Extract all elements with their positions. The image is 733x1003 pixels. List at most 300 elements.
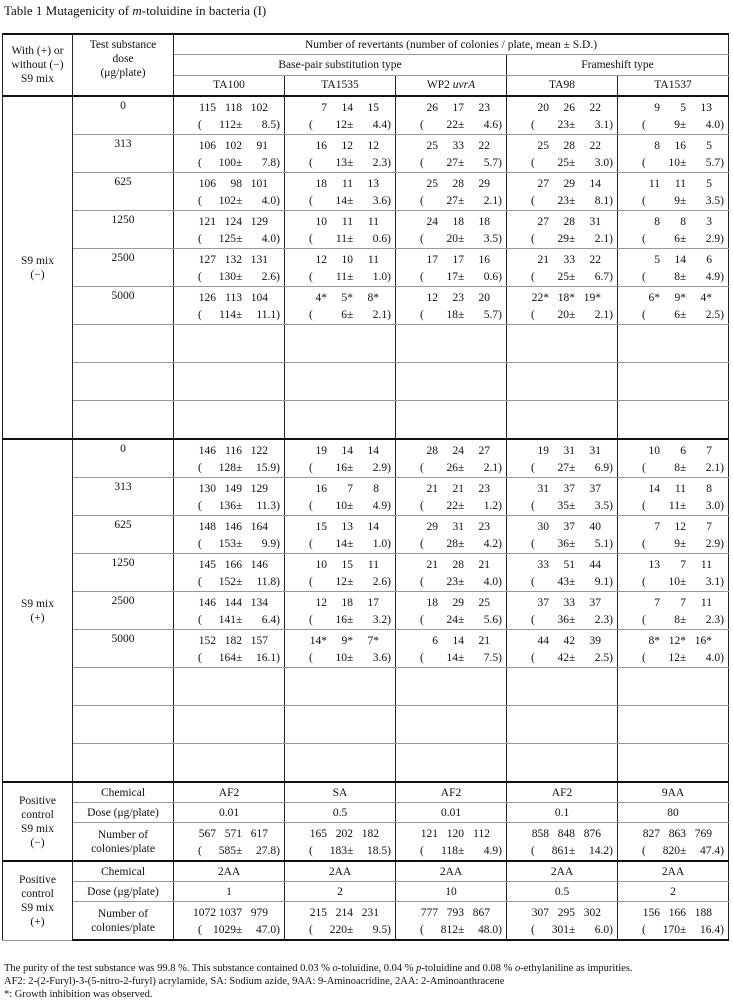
- revertant-cell: [396, 249, 507, 287]
- open-paren: (: [309, 499, 313, 512]
- plate-count: 9*: [341, 634, 353, 647]
- plate-count: 127: [198, 253, 216, 266]
- colony-counts: [507, 98, 617, 134]
- plate-count: 11: [700, 596, 712, 609]
- open-paren: (: [309, 232, 313, 245]
- mean-sd: [507, 270, 617, 284]
- colony-counts: [285, 174, 395, 210]
- sd-value: 5.6): [483, 613, 502, 626]
- sd-value: 2.6): [372, 575, 391, 588]
- plate-count: 7: [321, 101, 327, 114]
- plate-count: 44: [537, 634, 549, 647]
- plate-counts: [507, 444, 617, 458]
- open-paren: (: [420, 499, 424, 512]
- plate-count: 33: [563, 253, 575, 266]
- mean-value: 43: [557, 575, 569, 588]
- sd-value: 4.2): [483, 537, 502, 550]
- mean-value: 11: [335, 232, 347, 245]
- positive-chemical-row: [3, 782, 729, 803]
- plate-count: 18: [341, 596, 353, 609]
- sd-value: 5.7): [483, 156, 502, 169]
- plate-count: 14: [367, 444, 379, 457]
- plate-count: 134: [250, 596, 268, 609]
- mean-sd: [507, 499, 617, 513]
- revertant-cell: [507, 478, 618, 516]
- open-paren: (: [642, 194, 646, 207]
- colony-counts: [285, 593, 395, 629]
- blank-row: [3, 744, 729, 783]
- sd-value: 2.1): [372, 308, 391, 321]
- colony-counts: [174, 174, 284, 210]
- label-line: (+): [30, 915, 45, 928]
- plate-counts: [285, 215, 395, 229]
- blank-cell: [73, 401, 174, 440]
- plate-count: 231: [361, 906, 379, 919]
- revertant-cell: [396, 516, 507, 554]
- plate-count: 9: [654, 101, 660, 114]
- blank-row: [3, 325, 729, 363]
- plus-minus: ±: [680, 537, 687, 550]
- plate-counts: [618, 520, 728, 534]
- colony-counts: [396, 441, 506, 477]
- plate-count: 26: [563, 101, 575, 114]
- plate-count: 24: [426, 215, 438, 228]
- plate-count: 130: [198, 482, 216, 495]
- colony-counts: [396, 479, 506, 515]
- plate-counts: [507, 906, 617, 920]
- colony-counts: [618, 903, 728, 939]
- colony-counts: [174, 479, 284, 515]
- colony-counts: [174, 136, 284, 172]
- plate-count: 295: [557, 906, 575, 919]
- sd-value: 4.0): [261, 194, 280, 207]
- mean-sd: [396, 156, 506, 170]
- plate-count: 25: [478, 596, 490, 609]
- plate-count: 37: [589, 482, 601, 495]
- plate-count: 40: [589, 520, 601, 533]
- positive-dose-row: [3, 882, 729, 902]
- plate-count: 115: [199, 101, 216, 114]
- mean-sd: [174, 308, 284, 322]
- plate-counts: [396, 291, 506, 305]
- plate-count: 827: [642, 827, 660, 840]
- blank-cell: [174, 401, 285, 440]
- plus-minus: ±: [347, 651, 354, 664]
- dose-row: [3, 135, 729, 173]
- plus-minus: ±: [680, 923, 687, 936]
- mean-value: 8: [674, 270, 680, 283]
- positive-count-row: [3, 823, 729, 862]
- plate-counts: [507, 520, 617, 534]
- plate-count: 6: [706, 253, 712, 266]
- plate-count: 37: [537, 596, 549, 609]
- plate-count: 31: [563, 444, 575, 457]
- plate-count: 10: [315, 558, 327, 571]
- revertant-cell: [507, 516, 618, 554]
- sd-value: 8.1): [594, 194, 613, 207]
- plate-count: 33: [537, 558, 549, 571]
- open-paren: (: [309, 461, 313, 474]
- positive-dose: 1: [174, 882, 285, 902]
- open-paren: (: [198, 499, 202, 512]
- plus-minus: ±: [236, 613, 243, 626]
- open-paren: (: [531, 613, 535, 626]
- revertant-cell: [174, 592, 285, 630]
- plate-counts: [507, 596, 617, 610]
- colony-counts: [618, 250, 728, 286]
- open-paren: (: [642, 499, 646, 512]
- blank-cell: [396, 706, 507, 744]
- mean-value: 170: [662, 923, 680, 936]
- mean-sd: [618, 537, 728, 551]
- open-paren: (: [198, 923, 202, 936]
- colony-counts: [618, 441, 728, 477]
- positive-chemical: 2AA: [174, 861, 285, 882]
- sd-value: 2.3): [372, 156, 391, 169]
- sd-value: 16.1): [256, 651, 280, 664]
- open-paren: (: [420, 194, 424, 207]
- plate-counts: [507, 291, 617, 305]
- mean-value: 141: [218, 613, 236, 626]
- revertant-cell: [285, 439, 396, 478]
- mutagenicity-table: [2, 33, 729, 941]
- plus-minus: ±: [347, 499, 354, 512]
- positive-dose: 0.01: [396, 803, 507, 823]
- plate-counts: [507, 634, 617, 648]
- revertant-cell: [285, 96, 396, 135]
- plate-count: 21: [478, 634, 490, 647]
- plate-count: 28: [452, 558, 464, 571]
- open-paren: (: [420, 844, 424, 857]
- positive-dose: 0.5: [285, 803, 396, 823]
- revertant-cell: [174, 554, 285, 592]
- open-paren: (: [309, 651, 313, 664]
- strain-header: TA1537: [618, 75, 729, 96]
- plus-minus: ±: [458, 232, 465, 245]
- plate-count: 8: [706, 482, 712, 495]
- plate-count: 7: [680, 558, 686, 571]
- revertant-cell: [396, 630, 507, 668]
- chemical-label: Chemical: [73, 861, 174, 882]
- revertant-cell: [285, 823, 396, 862]
- mean-sd: [618, 844, 728, 858]
- plate-counts: [396, 177, 506, 191]
- sd-value: 15.9): [256, 461, 280, 474]
- open-paren: (: [198, 270, 202, 283]
- dose-value: 313: [73, 135, 174, 173]
- revertant-cell: [174, 249, 285, 287]
- plate-count: 182: [361, 827, 379, 840]
- colony-counts: [507, 441, 617, 477]
- mean-value: 25: [557, 270, 569, 283]
- revertant-cell: [507, 135, 618, 173]
- sd-value: 18.5): [367, 844, 391, 857]
- open-paren: (: [420, 308, 424, 321]
- open-paren: (: [420, 461, 424, 474]
- plate-count: 37: [563, 482, 575, 495]
- plate-count: 8*: [367, 291, 379, 304]
- revertant-cell: [396, 96, 507, 135]
- colony-counts: [507, 593, 617, 629]
- plate-count: 20: [537, 101, 549, 114]
- positive-chemical: 2AA: [396, 861, 507, 882]
- revertant-cell: [396, 902, 507, 941]
- blank-cell: [73, 706, 174, 744]
- revertant-cell: [285, 173, 396, 211]
- mean-value: 16: [335, 461, 347, 474]
- sd-value: 6.7): [594, 270, 613, 283]
- revertant-cell: [174, 516, 285, 554]
- mean-sd: [285, 156, 395, 170]
- mean-sd: [396, 232, 506, 246]
- plate-count: 146: [198, 444, 216, 457]
- plate-count: 16*: [694, 634, 712, 647]
- plate-count: 126: [198, 291, 216, 304]
- plus-minus: ±: [569, 156, 576, 169]
- plate-counts: [618, 827, 728, 841]
- plus-minus: ±: [347, 613, 354, 626]
- plate-counts: [396, 906, 506, 920]
- revertant-cell: [396, 287, 507, 325]
- sd-value: 27.8): [256, 844, 280, 857]
- plate-count: 19: [315, 444, 327, 457]
- plate-count: 13: [341, 520, 353, 533]
- plate-count: 7: [654, 596, 660, 609]
- plate-count: 18*: [557, 291, 575, 304]
- mean-value: 29: [557, 232, 569, 245]
- plate-count: 37: [589, 596, 601, 609]
- colony-counts: [285, 479, 395, 515]
- blank-cell: [73, 325, 174, 363]
- open-paren: (: [420, 537, 424, 550]
- sd-value: 0.6): [372, 232, 391, 245]
- open-paren: (: [531, 118, 535, 131]
- colony-counts: [285, 517, 395, 553]
- dose-value: 2500: [73, 249, 174, 287]
- mean-value: 152: [218, 575, 236, 588]
- label-line: (−): [30, 836, 45, 849]
- plate-count: 21: [426, 558, 438, 571]
- open-paren: (: [309, 923, 313, 936]
- plate-counts: [507, 558, 617, 572]
- plus-minus: ±: [347, 270, 354, 283]
- strain-genotype: uvrA: [452, 79, 476, 92]
- open-paren: (: [198, 575, 202, 588]
- plate-count: 29: [452, 596, 464, 609]
- plate-count: 12: [315, 253, 327, 266]
- plus-minus: ±: [347, 537, 354, 550]
- plate-count: 17: [452, 101, 464, 114]
- open-paren: (: [531, 923, 535, 936]
- colony-counts: [507, 288, 617, 324]
- revertant-cell: [174, 439, 285, 478]
- dose-value: 1250: [73, 211, 174, 249]
- plus-minus: ±: [458, 194, 465, 207]
- plate-counts: [396, 827, 506, 841]
- plate-counts: [618, 253, 728, 267]
- mean-value: 27: [557, 461, 569, 474]
- plus-minus: ±: [236, 156, 243, 169]
- mean-sd: [507, 923, 617, 937]
- mean-sd: [174, 499, 284, 513]
- plate-counts: [174, 520, 284, 534]
- plate-count: 31: [589, 215, 601, 228]
- blank-cell: [507, 325, 618, 363]
- revertant-cell: [174, 211, 285, 249]
- open-paren: (: [198, 232, 202, 245]
- plate-count: 149: [224, 482, 242, 495]
- colony-counts: [396, 631, 506, 667]
- mean-sd: [396, 844, 506, 858]
- open-paren: (: [531, 499, 535, 512]
- plate-counts: [285, 482, 395, 496]
- revertant-cell: [285, 478, 396, 516]
- plate-count: 7: [706, 520, 712, 533]
- plate-count: 14: [452, 634, 464, 647]
- mean-value: 23: [557, 194, 569, 207]
- mean-value: 861: [551, 844, 569, 857]
- label-line: control: [21, 887, 54, 900]
- plate-count: 18: [478, 215, 490, 228]
- plate-count: 132: [224, 253, 242, 266]
- mean-sd: [174, 461, 284, 475]
- plate-count: 25: [426, 139, 438, 152]
- positive-dose: 2: [285, 882, 396, 902]
- open-paren: (: [531, 232, 535, 245]
- plate-count: 5*: [341, 291, 353, 304]
- plate-count: 11: [341, 215, 353, 228]
- open-paren: (: [420, 156, 424, 169]
- colony-counts: [507, 479, 617, 515]
- blank-cell: [507, 363, 618, 401]
- plus-minus: ±: [569, 575, 576, 588]
- open-paren: (: [531, 461, 535, 474]
- colony-counts: [507, 824, 617, 860]
- table-notes: [4, 962, 633, 1001]
- plate-count: 16: [315, 482, 327, 495]
- open-paren: (: [642, 613, 646, 626]
- mean-value: 23: [557, 118, 569, 131]
- mean-sd: [396, 537, 506, 551]
- plate-count: 157: [250, 634, 268, 647]
- plus-minus: ±: [680, 575, 687, 588]
- open-paren: (: [420, 613, 424, 626]
- mean-value: 35: [557, 499, 569, 512]
- mean-value: 20: [557, 308, 569, 321]
- sd-value: 2.9): [705, 537, 724, 550]
- plate-count: 25: [537, 139, 549, 152]
- plate-count: 21: [478, 558, 490, 571]
- plate-count: 3: [706, 215, 712, 228]
- plate-counts: [396, 101, 506, 115]
- dose-row: [3, 516, 729, 554]
- plate-counts: [396, 634, 506, 648]
- sd-value: 48.0): [478, 923, 502, 936]
- plate-count: 16: [315, 139, 327, 152]
- mean-value: 13: [335, 156, 347, 169]
- label-line: With (+) or: [11, 45, 64, 57]
- blank-cell: [618, 706, 729, 744]
- plate-counts: [174, 558, 284, 572]
- plate-count: 33: [452, 139, 464, 152]
- revertant-cell: [396, 592, 507, 630]
- sd-value: 3.6): [372, 194, 391, 207]
- open-paren: (: [531, 156, 535, 169]
- revertant-cell: [507, 554, 618, 592]
- plate-count: 307: [531, 906, 549, 919]
- revertant-cell: [285, 287, 396, 325]
- mean-value: 18: [446, 308, 458, 321]
- plate-count: 131: [250, 253, 268, 266]
- colony-counts: [174, 517, 284, 553]
- revertant-cell: [507, 439, 618, 478]
- mean-value: 6: [341, 308, 347, 321]
- blank-row: [3, 668, 729, 706]
- plus-minus: ±: [236, 118, 243, 131]
- mean-sd: [285, 575, 395, 589]
- plate-count: 25: [426, 177, 438, 190]
- open-paren: (: [198, 118, 202, 131]
- mean-sd: [174, 270, 284, 284]
- revertant-cell: [285, 135, 396, 173]
- colony-counts: [618, 174, 728, 210]
- mean-value: 10: [668, 156, 680, 169]
- open-paren: (: [531, 844, 535, 857]
- open-paren: (: [642, 118, 646, 131]
- colony-counts: [618, 136, 728, 172]
- open-paren: (: [309, 270, 313, 283]
- sd-value: 4.6): [483, 118, 502, 131]
- mean-value: 22: [446, 118, 458, 131]
- mean-sd: [174, 613, 284, 627]
- plus-minus: ±: [347, 194, 354, 207]
- plus-minus: ±: [680, 232, 687, 245]
- plate-counts: [396, 253, 506, 267]
- blank-cell: [174, 668, 285, 706]
- plate-count: 15: [367, 101, 379, 114]
- plate-count: 14: [341, 101, 353, 114]
- sd-value: 2.3): [594, 613, 613, 626]
- plate-count: 51: [563, 558, 575, 571]
- plate-count: 23: [478, 482, 490, 495]
- open-paren: (: [420, 923, 424, 936]
- plus-minus: ±: [236, 923, 243, 936]
- dose-value: 0: [73, 439, 174, 478]
- mean-value: 14: [335, 537, 347, 550]
- sd-value: 4.0): [261, 232, 280, 245]
- plate-counts: [618, 906, 728, 920]
- plus-minus: ±: [347, 461, 354, 474]
- colony-counts: [396, 824, 506, 860]
- colony-counts: [618, 288, 728, 324]
- label-line: (μg/plate): [100, 67, 146, 79]
- plate-count: 30: [537, 520, 549, 533]
- label-line: without (−): [11, 59, 64, 71]
- sd-value: 6.0): [594, 923, 613, 936]
- plate-count: 13: [367, 177, 379, 190]
- plate-count: 867: [472, 906, 490, 919]
- revertant-cell: [174, 630, 285, 668]
- mean-sd: [285, 923, 395, 937]
- plate-count: 17: [426, 253, 438, 266]
- mean-sd: [507, 232, 617, 246]
- plate-count: 23: [452, 291, 464, 304]
- colony-counts: [618, 98, 728, 134]
- strain-header: TA98: [507, 75, 618, 96]
- plate-count: 146: [224, 520, 242, 533]
- plus-minus: ±: [569, 844, 576, 857]
- mean-sd: [618, 308, 728, 322]
